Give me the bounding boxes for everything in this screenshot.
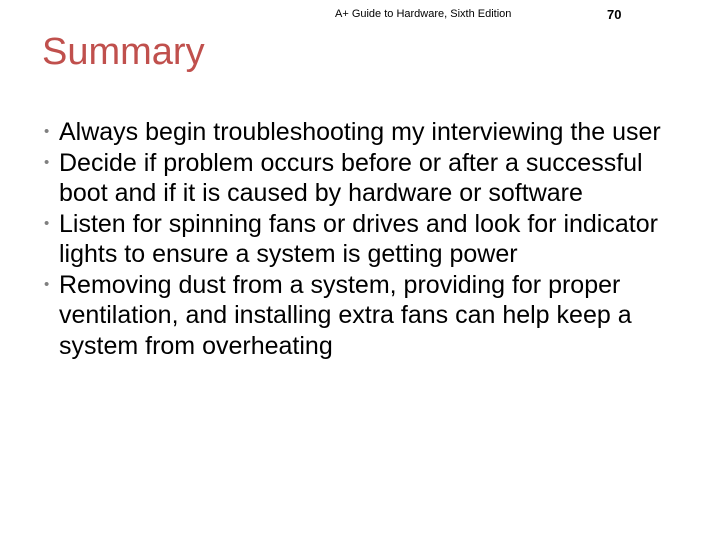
bullet-item	[44, 117, 694, 148]
bullet-item	[44, 148, 694, 209]
book-title: A+ Guide to Hardware, Sixth Edition	[335, 8, 512, 20]
bullet-text: Removing dust from a system, providing for proper ventilation, and installing extra fans can help keep a system from overheating	[59, 270, 632, 360]
bullet-icon: •	[44, 275, 50, 293]
bullet-item	[44, 209, 694, 270]
bullet-item	[44, 270, 694, 362]
bullet-text: Always begin troubleshooting my interviewing the user	[59, 118, 661, 146]
slide-title: Summary	[42, 31, 205, 73]
bullet-icon: •	[44, 153, 50, 171]
bullet-list	[44, 117, 694, 361]
bullet-text: Listen for spinning fans or drives and look for indicator lights to ensure a system is getting power	[59, 209, 658, 268]
page-number: 70	[607, 7, 622, 22]
bullet-icon: •	[44, 123, 50, 140]
bullet-text: Decide if problem occurs before or after a successful boot and if it is caused by hardware or software	[59, 148, 643, 207]
bullet-icon: •	[44, 214, 50, 232]
